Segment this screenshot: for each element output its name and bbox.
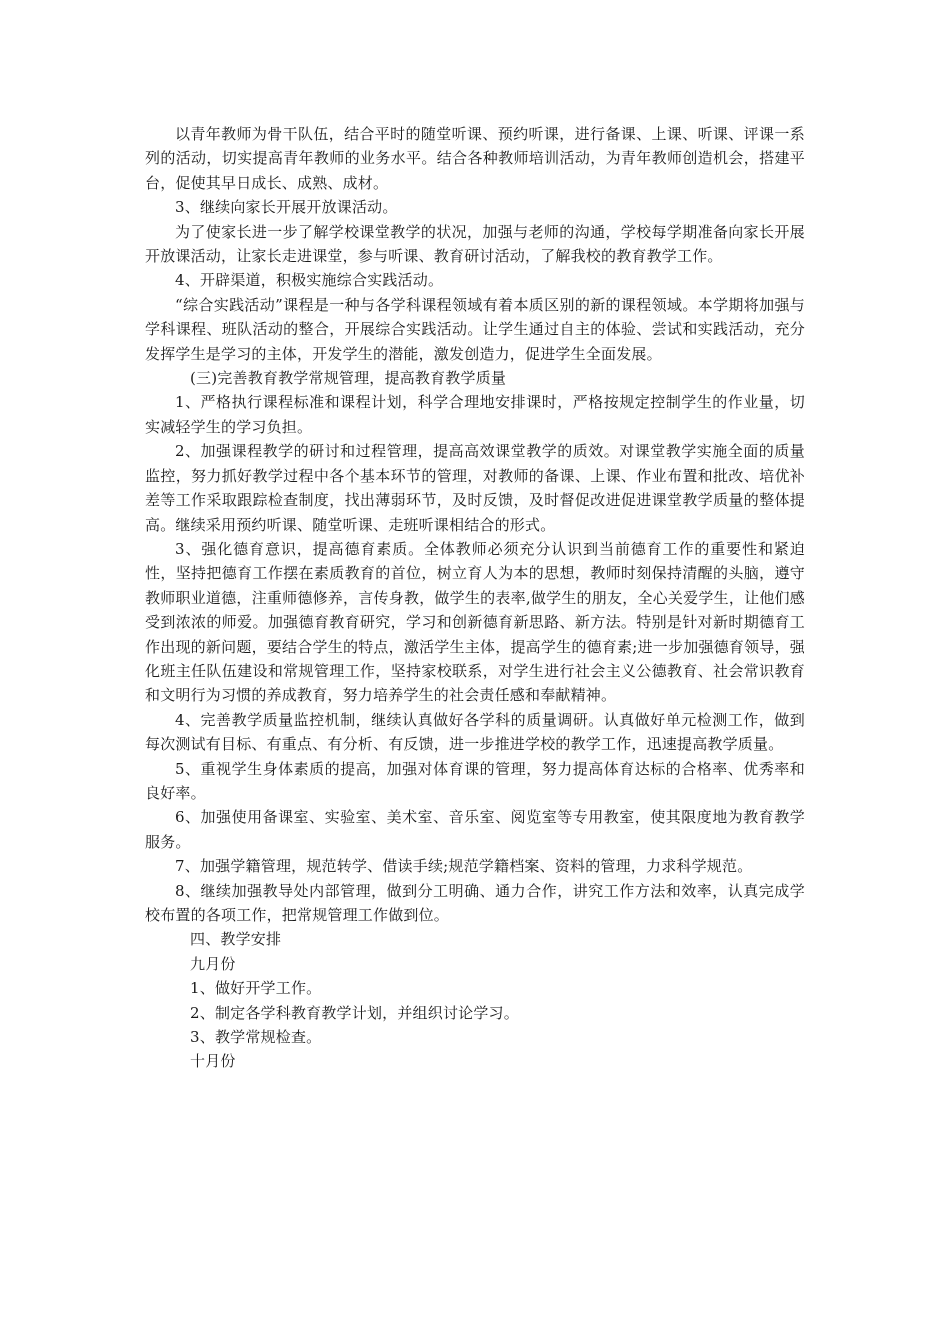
- schedule-item: 1、做好开学工作。: [190, 979, 322, 998]
- schedule-item: 2、制定各学科教育教学计划，并组织讨论学习。: [190, 1003, 519, 1022]
- item-student-records: 7、加强学籍管理，规范转学、借读手续;规范学籍档案、资料的管理，力求科学规范。: [175, 857, 753, 876]
- section-heading-schedule: 四、教学安排: [190, 930, 282, 949]
- item-physical-fitness: 5、重视学生身体素质的提高，加强对体育课的管理，努力提高体育达标的合格率、优秀率和良好率。: [145, 759, 805, 802]
- paragraph-young-teachers: 以青年教师为骨干队伍，结合平时的随堂听课、预约听课，进行备课、上课、听课、评课一系列的活动，切实提高青年教师的业务水平。结合各种教师培训活动，为青年教师创造机会，搭建平台，促使其早日成长、成熟、成材。: [145, 125, 805, 192]
- item-course-research: 2、加强课程教学的研讨和过程管理，提高高效课堂教学的质效。对课堂教学实施全面的质量监控，努力抓好教学过程中各个基本环节的管理，对教师的备课、上课、作业布置和批改、培优补差等工作采取跟踪检查制度，找出薄弱环节，及时反馈，及时督促改进促进课堂教学质量的整体提高。继续采用预约听课、随堂听课、走班听课相结合的形式。: [145, 442, 805, 534]
- month-heading-october: 十月份: [190, 1052, 236, 1071]
- paragraph-open-class-parents: 为了使家长进一步了解学校课堂教学的状况，加强与老师的沟通，学校每学期准备向家长开展开放课活动，让家长走进课堂，参与听课、教育研讨活动，了解我校的教育教学工作。: [145, 222, 805, 266]
- section-heading-routine-management: (三)完善教育教学常规管理，提高教育教学质量: [190, 369, 507, 388]
- document-body: [145, 122, 805, 1074]
- item-practice-activities: 4、开辟渠道，积极实施综合实践活动。: [175, 271, 444, 290]
- month-heading-september: 九月份: [190, 954, 236, 973]
- item-moral-education: 3、强化德育意识，提高德育素质。全体教师必须充分认识到当前德育工作的重要性和紧迫性，坚持把德育工作摆在素质教育的首位，树立育人为本的思想，教师时刻保持清醒的头脑，遵守教师职业道德，注重师德修养，言传身教，做学生的表率,做学生的朋友，全心关爱学生，让他们感受到浓浓的师爱。加强德育教育研究，学习和创新德育新思路、新方法。特别是针对新时期德育工作出现的新问题，要结合学生的特点，激活学生主体，提高学生的德育素;进一步加强德育领导，强化班主任队伍建设和常规管理工作，坚持家校联系，对学生进行社会主义公德教育、社会常识教育和文明行为习惯的养成教育，努力培养学生的社会责任感和奉献精神。: [145, 539, 805, 705]
- item-quality-monitoring: 4、完善教学质量监控机制，继续认真做好各学科的质量调研。认真做好单元检测工作，做到每次测试有目标、有重点、有分析、有反馈，进一步推进学校的教学工作，迅速提高教学质量。: [145, 710, 805, 754]
- schedule-item: 3、教学常规检查。: [190, 1028, 322, 1047]
- item-open-class-parents: 3、继续向家长开展开放课活动。: [175, 198, 398, 217]
- paragraph-practice-activities: “综合实践活动”课程是一种与各学科课程领域有着本质区别的新的课程领域。本学期将加强与学科课程、班队活动的整合，开展综合实践活动。让学生通过自主的体验、尝试和实践活动，充分发挥学生是学习的主体，开发学生的潜能，激发创造力，促进学生全面发展。: [145, 295, 805, 363]
- item-special-classrooms: 6、加强使用备课室、实验室、美术室、音乐室、阅览室等专用教室，使其限度地为教育教学服务。: [145, 808, 805, 851]
- item-internal-management: 8、继续加强教导处内部管理，做到分工明确、通力合作，讲究工作方法和效率，认真完成学校布置的各项工作，把常规管理工作做到位。: [145, 881, 805, 924]
- item-curriculum-standards: 1、严格执行课程标准和课程计划，科学合理地安排课时，严格按规定控制学生的作业量，切实减轻学生的学习负担。: [145, 393, 805, 436]
